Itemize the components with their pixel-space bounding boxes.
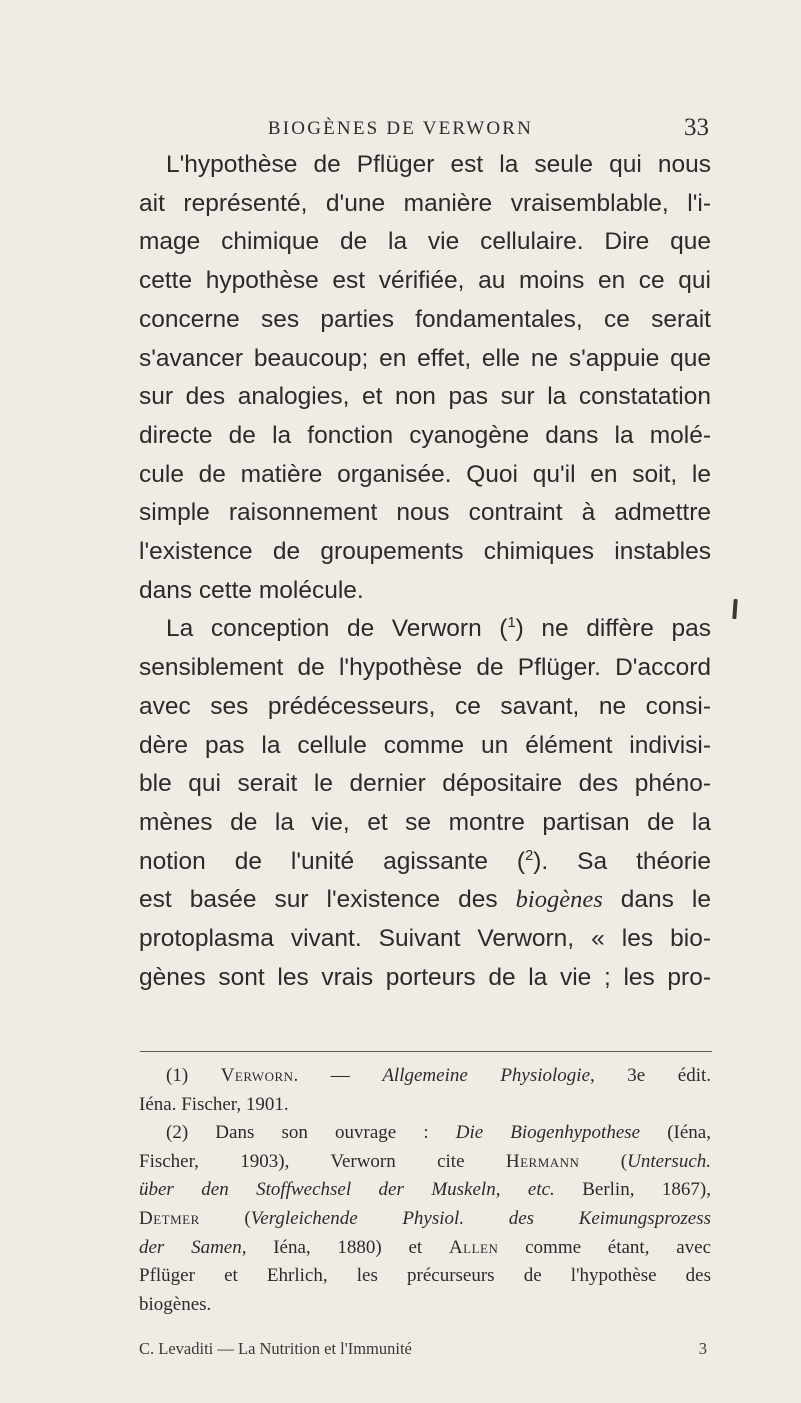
text-run: notion de l'unité agissante ( xyxy=(139,847,526,875)
body-text xyxy=(139,146,711,997)
footnote-mark: (2) xyxy=(166,1122,189,1144)
text-run: Fischer, 1903), Verworn cite xyxy=(139,1150,506,1172)
text-line xyxy=(139,1148,711,1177)
footnote-title: Vergleichende Physiol. des Keimungsprozess xyxy=(250,1207,711,1229)
footnote-ref-2: 2 xyxy=(525,847,534,864)
paragraph-2 xyxy=(139,610,711,997)
text-line: s'avancer beaucoup; en effet, elle ne s'appuie que xyxy=(139,344,711,372)
text-line: gènes sont les vrais porteurs de la vie ; les pro- xyxy=(139,963,711,991)
text-line: cette hypothèse est vérifiée, au moins en ce qui xyxy=(139,267,711,295)
footnote-author: Hermann xyxy=(505,1150,580,1172)
text-line: l'existence de groupements chimiques instables xyxy=(139,538,711,566)
text-run: (Iéna, xyxy=(640,1122,711,1144)
text-run: comme étant, avec xyxy=(498,1236,711,1258)
imprint-text: C. Levaditi — La Nutrition et l'Immunité xyxy=(139,1339,412,1358)
text-line: avec ses prédécesseurs, ce savant, ne consi- xyxy=(139,692,711,720)
running-head xyxy=(0,114,801,148)
text-run: , Iéna, 1880) et xyxy=(241,1236,449,1258)
footnote-title: Die Biogenhypothese xyxy=(455,1122,641,1144)
footnote-1 xyxy=(139,1062,711,1091)
text-line: Pflüger et Ehrlich, les précurseurs de l'hypothèse des xyxy=(139,1265,711,1287)
text-line: biogènes. xyxy=(139,1293,212,1315)
footnote-author: Verworn xyxy=(220,1065,294,1086)
text-run: , 3e édit. xyxy=(590,1065,712,1086)
text-line: ble qui serait le dernier dépositaire des phéno- xyxy=(139,770,711,798)
italic-term: biogènes xyxy=(515,886,603,914)
text-line: protoplasma vivant. Suivant Verworn, « les bio- xyxy=(139,925,711,953)
running-title: BIOGÈNES DE VERWORN xyxy=(267,118,534,139)
text-run: ( xyxy=(579,1150,628,1172)
printer-imprint xyxy=(139,1339,711,1359)
text-line xyxy=(139,1205,711,1234)
footnote-title: der Samen xyxy=(139,1236,242,1258)
footnote-2 xyxy=(139,1119,711,1148)
text-line: dans cette molécule. xyxy=(139,576,364,604)
margin-mark xyxy=(732,599,737,619)
text-run: ). Sa théorie xyxy=(533,847,711,875)
text-line: cule de matière organisée. Quoi qu'il en soit, le xyxy=(139,460,711,488)
text-run: ( xyxy=(199,1207,251,1229)
footnotes xyxy=(139,1062,711,1319)
text-line xyxy=(139,881,711,920)
text-line xyxy=(139,610,711,649)
footnote-ref-1: 1 xyxy=(507,615,516,632)
footnote-rule xyxy=(140,1051,712,1052)
text-line: directe de la fonction cyanogène dans la molé- xyxy=(139,421,711,449)
footnote-mark: (1) xyxy=(166,1065,189,1086)
text-run: Berlin, 1867), xyxy=(554,1179,711,1201)
text-line: mènes de la vie, et se montre partisan de la xyxy=(139,808,711,836)
text-run: est basée sur l'existence des xyxy=(139,886,516,914)
text-line: sur des analogies, et non pas sur la constatation xyxy=(139,383,711,411)
footnote-title: Untersuch. xyxy=(627,1150,711,1172)
text-line xyxy=(139,1234,711,1263)
text-run: dans le xyxy=(602,886,711,914)
text-line xyxy=(139,1176,711,1205)
text-line: sensiblement de l'hypothèse de Pflüger. D'accord xyxy=(139,654,711,682)
text-run: . — xyxy=(293,1065,383,1086)
page-number: 33 xyxy=(684,114,709,141)
text-run: ) ne diffère pas xyxy=(515,615,711,643)
footnote-author: Detmer xyxy=(139,1207,200,1229)
footnote-title: über den Stoffwechsel der Muskeln, etc. xyxy=(139,1179,555,1201)
text-line: L'hypothèse de Pflüger est la seule qui nous xyxy=(166,151,711,178)
text-line: dère pas la cellule comme un élément indivisi- xyxy=(139,731,711,759)
text-run: La conception de Verworn ( xyxy=(166,615,508,643)
text-line: simple raisonnement nous contraint à admettre xyxy=(139,499,711,527)
paragraph-1 xyxy=(139,146,711,610)
footnote-author: Allen xyxy=(448,1236,499,1258)
signature-number: 3 xyxy=(698,1339,707,1358)
text-line xyxy=(139,843,711,882)
text-line: concerne ses parties fondamentales, ce serait xyxy=(139,305,711,333)
text-line: Iéna. Fischer, 1901. xyxy=(139,1093,289,1115)
text-line: ait représenté, d'une manière vraisemblable, l'i- xyxy=(139,189,711,217)
text-line: mage chimique de la vie cellulaire. Dire que xyxy=(139,228,711,256)
footnote-title: Allgemeine Physiologie xyxy=(382,1065,591,1086)
text-run: Dans son ouvrage : xyxy=(215,1122,456,1144)
